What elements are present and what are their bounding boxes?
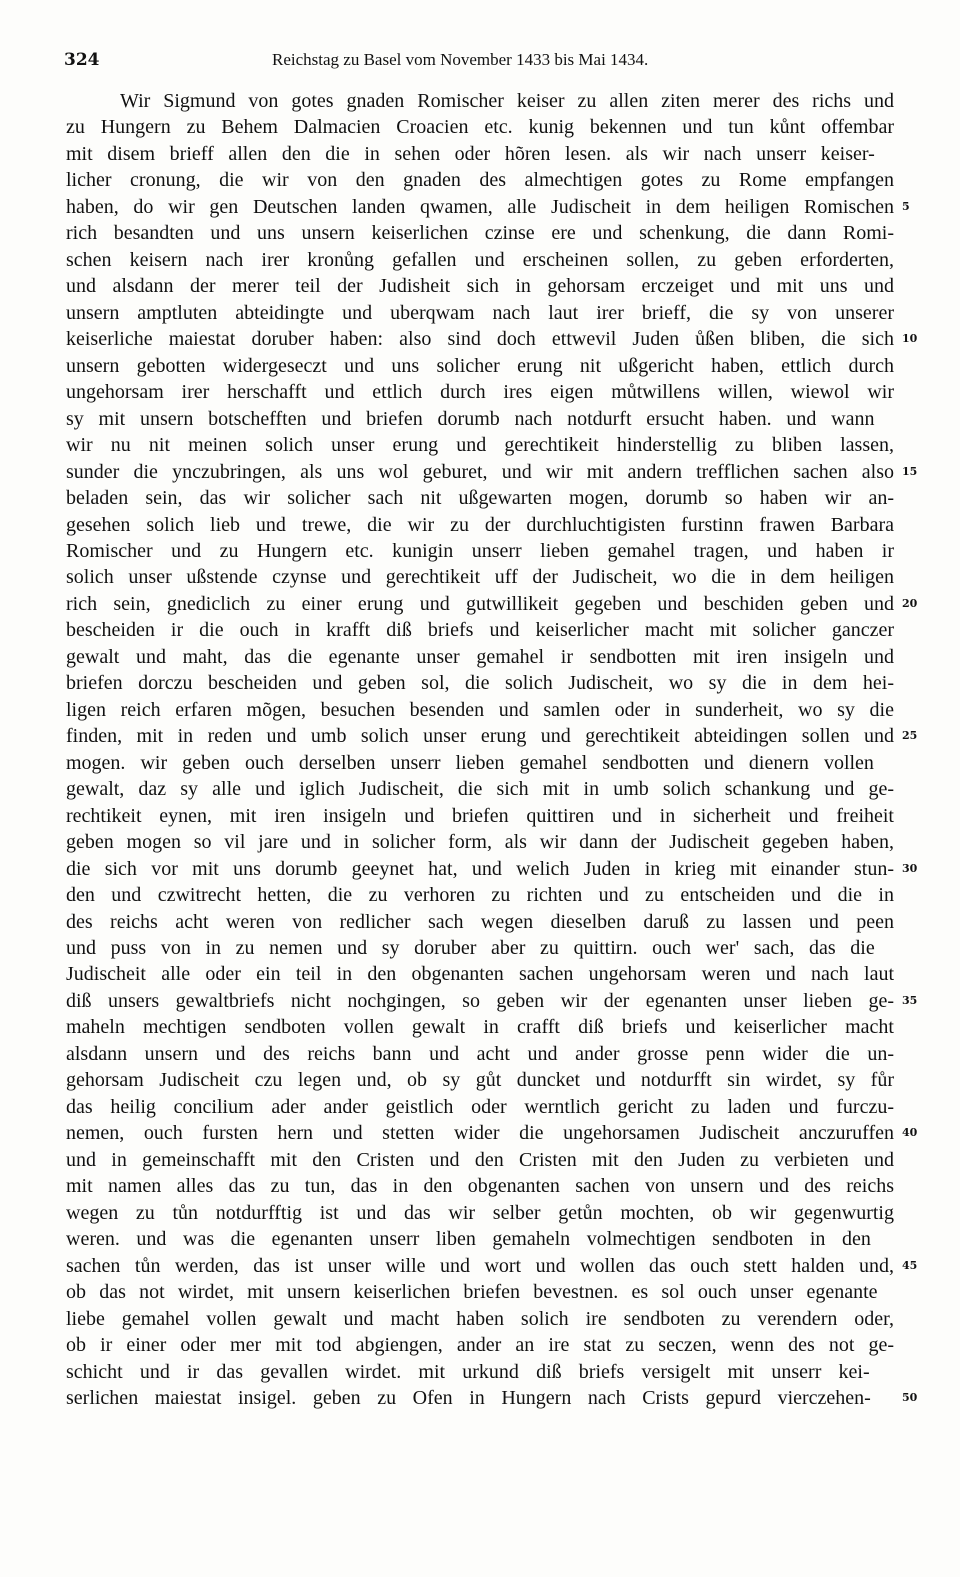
line-number: 20 [902, 596, 918, 610]
line-text: rechtikeit eynen, mit iren insigeln und briefen quittiren und in sicherheit und freiheit [66, 804, 894, 827]
line-number: 30 [902, 861, 918, 875]
text-line [66, 829, 894, 855]
line-number: 10 [902, 332, 918, 346]
text-line [66, 1041, 894, 1067]
line-text: licher cronung, die wir von den gnaden des almechtigen gotes zu Rome empfangen [66, 169, 894, 192]
line-text: und alsdann der merer teil der Judisheit sich in gehorsam erczeiget und mit uns und [66, 275, 894, 298]
text-line [66, 750, 894, 776]
text-line [66, 1173, 894, 1199]
text-line [66, 512, 894, 538]
line-text: rich sein, gnediclich zu einer erung und gutwillikeit gegeben und beschiden geben und [66, 592, 894, 615]
line-text: haben, do wir gen Deutschen landen qwamen, alle Judischeit in dem heiligen Romischen [66, 195, 894, 218]
line-text: Romischer und zu Hungern etc. kunigin unserr lieben gemahel tragen, und haben ir [66, 539, 894, 562]
line-number: 40 [902, 1126, 918, 1140]
line-text: unsern amptluten abteidingte und uberqwam nach laut irer brieff, die sy von unserer [66, 301, 894, 324]
text-line [66, 909, 894, 935]
line-text: ob ir einer oder mer mit tod abgiengen, ander an ire stat zu seczen, wenn des not ge- [66, 1334, 894, 1357]
line-number: 5 [902, 199, 910, 213]
line-text: liebe gemahel vollen gewalt und macht haben solich ire sendboten zu verendern oder, [66, 1307, 894, 1330]
line-text: unsern gebotten widergeseczt und uns solicher erung nit ußgericht haben, ettlich durch [66, 354, 894, 377]
text-line [66, 273, 894, 299]
text-line [66, 803, 894, 829]
line-text: sunder die ynczubringen, als uns wol geburet, und wir mit andern trefflichen sachen also [66, 460, 894, 483]
line-text: wegen zu tůn notdurfftig ist und das wir selber getůn mochten, ob wir gegenwurtig [66, 1201, 894, 1224]
line-text: gewalt, daz sy alle und iglich Judischeit, die sich mit in umb solich schankung und ge- [66, 778, 894, 801]
text-line [66, 326, 918, 352]
text-line [66, 1359, 894, 1385]
text-line [66, 114, 894, 140]
line-number: 25 [902, 729, 918, 743]
text-line [66, 697, 894, 723]
text-line [66, 194, 910, 220]
line-number: 35 [902, 993, 918, 1007]
text-line [66, 591, 918, 617]
text-line [66, 988, 918, 1014]
page-number: 324 [64, 50, 100, 70]
text-line [66, 1014, 894, 1040]
running-title: Reichstag zu Basel vom November 1433 bis Mai 1434. [272, 50, 649, 69]
line-text: ungehorsam irer herschafft und ettlich durch ires eigen můtwillens willen, wiewol wir [66, 381, 894, 404]
text-line [66, 88, 894, 114]
text-line [66, 1279, 894, 1305]
text-line [66, 167, 894, 193]
line-text: schicht und ir das gevallen wirdet. mit urkund diß briefs versigelt mit unserr kei- [66, 1360, 870, 1383]
text-line [66, 353, 894, 379]
text-line [66, 776, 894, 802]
line-text: solich unser ußstende czynse und gerechtikeit uff der Judischeit, wo die in dem heiligen [66, 566, 894, 589]
text-line [66, 617, 894, 643]
text-line [66, 1147, 894, 1173]
line-text: geben mogen so vil jare und in solicher form, als wir dann der Judischeit gegeben haben, [66, 831, 894, 854]
text-line [66, 247, 894, 273]
document-body [66, 88, 918, 1411]
line-text: rich besandten und uns unsern keiserlichen czinse ere und schenkung, die dann Romi- [66, 222, 894, 245]
text-line [66, 1094, 894, 1120]
line-text: die sich vor mit uns dorumb geeynet hat, und welich Juden in krieg mit einander stun- [66, 857, 894, 880]
text-line [66, 564, 894, 590]
line-text: mit namen alles das zu tun, das in den obgenanten sachen von unsern und des reichs [66, 1175, 894, 1198]
text-line [66, 670, 894, 696]
line-text: alsdann unsern und des reichs bann und acht und ander grosse penn wider die un- [66, 1042, 894, 1065]
line-text: schen keisern nach irer kronůng gefallen und erscheinen sollen, zu geben erforderten, [66, 248, 894, 271]
line-text: zu Hungern zu Behem Dalmacien Croacien etc. kunig bekennen und tun kůnt offembar [66, 116, 894, 139]
line-text: briefen dorczu bescheiden und geben sol, die solich Judischeit, wo sy die in dem hei- [66, 672, 894, 695]
text-line [66, 485, 894, 511]
line-text: bescheiden ir die ouch in krafft diß briefs und keiserlicher macht mit solicher ganczer [66, 619, 894, 642]
text-line [66, 882, 894, 908]
text-line [66, 538, 894, 564]
text-line [66, 856, 918, 882]
line-text: Judischeit alle oder ein teil in den obgenanten sachen ungehorsam weren und nach laut [66, 963, 894, 986]
line-text: beladen sein, das wir solicher sach nit ußgewarten mogen, dorumb so haben wir an- [66, 487, 894, 510]
line-text: gewalt und maht, das die egenante unser gemahel ir sendbotten mit iren insigeln und [66, 645, 894, 668]
text-line [66, 1226, 894, 1252]
text-line [66, 723, 918, 749]
line-text: gehorsam Judischeit czu legen und, ob sy gůt duncket und notdurfft sin wirdet, sy fůr [66, 1069, 894, 1092]
line-text: nemen, ouch fursten hern und stetten wider die ungehorsamen Judischeit anczuruffen [66, 1122, 894, 1145]
line-text: das heilig concilium ader ander geistlich oder werntlich gericht zu laden und furczu- [66, 1095, 894, 1118]
text-line [66, 459, 918, 485]
line-text: diß unsers gewaltbriefs nicht nochgingen, so geben wir der egenanten unser lieben ge- [66, 989, 894, 1012]
text-line [66, 1200, 894, 1226]
line-text: maheln mechtigen sendboten vollen gewalt in crafft diß briefs und keiserlicher macht [66, 1016, 894, 1039]
line-number: 15 [902, 464, 918, 478]
line-text: weren. und was die egenanten unserr liben gemaheln volmechtigen sendboten in den [66, 1228, 871, 1251]
line-text: Wir Sigmund von gotes gnaden Romischer keiser zu allen ziten merer des richs und [120, 90, 894, 112]
line-text: ob das not wirdet, mit unsern keiserlichen briefen bevestnen. es sol ouch unser egenante [66, 1281, 878, 1304]
text-line [66, 1253, 918, 1279]
line-text: und in gemeinschafft mit den Cristen und den Cristen mit den Juden zu verbieten und [66, 1148, 894, 1171]
text-line [66, 1120, 918, 1146]
line-text: mit disem brieff allen den die in sehen oder hõren lesen. als wir nach unserr keiser- [66, 142, 875, 165]
text-line [66, 935, 894, 961]
line-text: ligen reich erfaren mõgen, besuchen besenden und samlen oder in sunderheit, wo sy die [66, 698, 894, 721]
text-line [66, 406, 894, 432]
text-line [66, 1067, 894, 1093]
text-line [66, 432, 894, 458]
line-text: gesehen solich lieb und trewe, die wir zu der durchluchtigisten furstinn frawen Barbara [66, 513, 894, 536]
line-text: des reichs acht weren von redlicher sach wegen dieselben daruß zu lassen und peen [66, 910, 894, 933]
text-line [66, 141, 894, 167]
text-line [66, 644, 894, 670]
line-text: finden, mit in reden und umb solich unser erung und gerechtikeit abteidingen sollen und [66, 725, 894, 748]
line-text: sachen tůn werden, das ist unser wille und wort und wollen das ouch stett halden und, [66, 1254, 894, 1277]
text-line [66, 961, 894, 987]
line-number: 50 [902, 1390, 918, 1404]
line-number: 45 [902, 1258, 918, 1272]
text-line [66, 1306, 894, 1332]
line-text: keiserliche maiestat doruber haben: also sind doch ettwevil Juden ůßen bliben, die sich [66, 328, 894, 351]
line-text: den und czwitrecht hetten, die zu verhoren zu richten und zu entscheiden und die in [66, 884, 894, 907]
text-line [66, 1385, 918, 1411]
text-line [66, 379, 894, 405]
line-text: wir nu nit meinen solich unser erung und gerechtikeit hinderstellig zu bliben lassen, [66, 434, 894, 457]
text-line [66, 1332, 894, 1358]
text-line [66, 300, 894, 326]
line-text: sy mit unsern botschefften und briefen dorumb nach notdurft ersucht haben. und wann [66, 407, 875, 430]
line-text: mogen. wir geben ouch derselben unserr lieben gemahel sendbotten und dienern vollen [66, 751, 874, 774]
text-line [66, 220, 894, 246]
line-text: und puss von in zu nemen und sy doruber aber zu quittirn. ouch wer' sach, das die [66, 937, 875, 959]
line-text: serlichen maiestat insigel. geben zu Ofen in Hungern nach Crists gepurd vierczehen- [66, 1386, 871, 1409]
